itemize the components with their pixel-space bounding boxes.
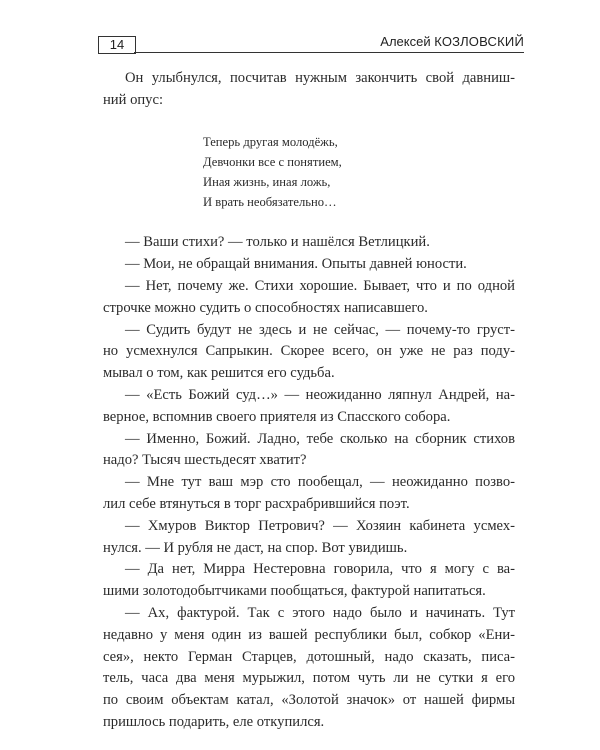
text-line: — Мои, не обращай внимания. Опыты давней юности.: [125, 256, 467, 273]
text-line: тель, часа два меня мурыжил, потом чуть ли не сутки я его: [103, 670, 515, 687]
text-line: Он улыбнулся, посчитав нужным закончить свой давниш-: [125, 70, 515, 86]
body-text: [103, 68, 515, 734]
text-line: шими золотодобытчиками пообщаться, фактурой напитаться.: [103, 583, 486, 600]
text-line: нулся. — И рубля не даст, на спор. Вот увидишь.: [103, 539, 408, 556]
intro-paragraph: [103, 68, 515, 112]
author-first-name: Алексей: [380, 34, 431, 49]
dialogue-section: [103, 232, 515, 733]
running-head: [380, 34, 524, 49]
poem-line: Иная жизнь, иная ложь,: [203, 175, 331, 189]
poem-line: Девчонки все с понятием,: [203, 154, 342, 169]
text-line: — Именно, Божий. Ладно, тебе сколько на сборник стихов: [125, 430, 515, 447]
poem-line: И врать необязательно…: [203, 195, 337, 210]
dialogue-paragraph: [103, 320, 515, 385]
text-line: строчке можно судить о способностях написавшего.: [103, 299, 428, 316]
text-line: — Мне тут ваш мэр сто пообещал, — неожиданно позво-: [125, 474, 515, 491]
page-number: 14: [98, 36, 136, 54]
text-line: сея», некто Герман Старцев, дотошный, надо сказать, писа-: [103, 648, 515, 665]
text-line: верное, вспомнив своего приятеля из Спасского собора.: [103, 408, 451, 425]
dialogue-paragraph: [103, 276, 515, 320]
dialogue-paragraph: [103, 559, 515, 603]
text-line: — Ах, фактурой. Так с этого надо было и начинать. Тут: [125, 604, 515, 621]
dialogue-paragraph: [103, 429, 515, 473]
text-line: лил себе втянуться в торг расхрабрившийся поэт.: [103, 495, 410, 512]
text-line: но усмехнулся Сапрыкин. Скорее всего, он уже не раз поду-: [103, 343, 515, 360]
text-line: — Нет, почему же. Стихи хорошие. Бывает, что и по одной: [125, 278, 515, 294]
poem-block: [203, 132, 515, 213]
dialogue-paragraph: [103, 516, 515, 560]
author-surname: КОЗЛОВСКИЙ: [434, 34, 524, 49]
dialogue-paragraph: [103, 254, 515, 276]
text-line: ний опус:: [103, 91, 164, 108]
text-line: — Хмуров Виктор Петрович? — Хозяин кабинета усмех-: [125, 517, 515, 534]
dialogue-paragraph: [103, 603, 515, 734]
text-line: по своим объектам катал, «Золотой значок» от нашей фирмы: [103, 692, 515, 709]
text-line: пришлось подарить, еле откупился.: [103, 713, 325, 730]
text-line: — Судить будут не здесь и не сейчас, — почему-то груст-: [125, 321, 515, 338]
dialogue-paragraph: [103, 472, 515, 516]
poem-line: Теперь другая молодёжь,: [203, 134, 338, 149]
text-line: надо? Тысяч шестьдесят хватит?: [103, 452, 307, 469]
page-header: [98, 36, 524, 54]
text-line: — Да нет, Мирра Нестеровна говорила, что я могу с ва-: [125, 561, 515, 578]
text-line: мывал о том, как решится его судьба.: [103, 365, 335, 382]
text-line: недавно у меня один из вашей республики был, собкор «Ени-: [103, 626, 515, 643]
dialogue-paragraph: [103, 385, 515, 429]
header-rule: [134, 52, 524, 53]
text-line: — Ваши стихи? — только и нашёлся Ветлицкий.: [125, 234, 430, 251]
text-line: — «Есть Божий суд…» — неожиданно ляпнул Андрей, на-: [125, 386, 515, 403]
dialogue-paragraph: [103, 232, 515, 254]
